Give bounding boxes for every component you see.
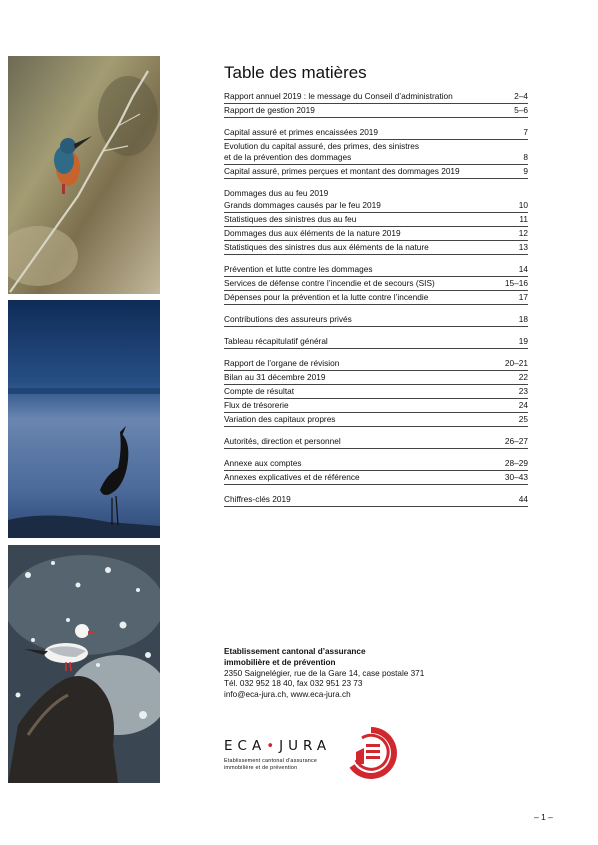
toc-entry-label (224, 264, 519, 275)
toc-entry[interactable] (224, 90, 528, 104)
toc-entry-label (224, 105, 514, 116)
toc-entry-label (224, 386, 519, 397)
table-of-contents (224, 90, 528, 515)
kingfisher-photo (8, 56, 160, 294)
toc-entry[interactable] (224, 493, 528, 507)
organization-name-line1: Etablissement cantonal d’assurance (224, 647, 366, 656)
toc-entry[interactable] (224, 277, 528, 291)
toc-entry[interactable] (224, 335, 528, 349)
toc-entry-label (224, 242, 519, 253)
seagull-on-rock-photo (8, 545, 160, 783)
toc-entry-label (224, 472, 505, 483)
toc-entry-label (224, 400, 519, 411)
toc-entry-label (224, 358, 505, 369)
toc-entry-label-line: Grands dommages causés par le feu 2019 (224, 199, 381, 210)
toc-entry-pages: 9 (523, 165, 528, 176)
toc-entry[interactable] (224, 213, 528, 227)
toc-group (224, 313, 528, 327)
toc-entry-pages: 10 (518, 199, 528, 210)
toc-entry-label-line: Rapport de gestion 2019 (224, 105, 315, 115)
toc-entry[interactable] (224, 357, 528, 371)
organization-contact-links: info@eca-jura.ch, www.eca-jura.ch (224, 690, 351, 700)
toc-entry-label-line: Annexes explicatives et de référence (224, 471, 360, 482)
toc-group (224, 263, 528, 305)
toc-entry[interactable] (224, 140, 528, 165)
toc-entry[interactable] (224, 471, 528, 485)
toc-group (224, 187, 528, 255)
toc-entry-label-line: Bilan au 31 décembre 2019 (224, 371, 326, 382)
toc-group (224, 457, 528, 485)
logo-mark-icon (344, 726, 398, 780)
toc-entry-pages: 44 (518, 493, 528, 504)
toc-entry-label-line: Chiffres-clés 2019 (224, 493, 291, 504)
toc-entry-label (224, 127, 523, 138)
eca-jura-logo (224, 726, 404, 782)
organization-address: 2350 Saignelégier, rue de la Gare 14, case postale 371 (224, 668, 425, 678)
toc-group (224, 90, 528, 118)
toc-entry-pages: 17 (518, 291, 528, 302)
toc-entry-label-line: Compte de résultat (224, 385, 295, 396)
organization-name-line2: immobilière et de prévention (224, 657, 336, 667)
toc-entry-label-line: Flux de trésorerie (224, 399, 289, 410)
toc-group (224, 357, 528, 427)
toc-group (224, 493, 528, 507)
toc-entry-label (224, 141, 523, 162)
toc-entry-pages: 15–16 (504, 277, 528, 288)
toc-entry-label (224, 214, 519, 225)
toc-entry-pages: 2–4 (514, 91, 528, 101)
toc-entry[interactable] (224, 199, 528, 213)
toc-entry[interactable] (224, 165, 528, 179)
page-number: – 1 – (534, 812, 553, 822)
toc-entry-label-line: Evolution du capital assuré, des primes, des sinistres (224, 141, 420, 151)
toc-entry-pages: 25 (518, 413, 528, 424)
logo-subtitle-line2: immobilière et de prévention (224, 765, 298, 771)
toc-entry-label-line: Variation des capitaux propres (224, 413, 336, 424)
toc-entry-label-line: Rapport de l’organe de révision (224, 357, 340, 368)
toc-entry-pages: 13 (518, 241, 528, 252)
toc-entry-label (224, 494, 519, 505)
toc-entry-label (224, 166, 523, 177)
toc-entry[interactable] (224, 227, 528, 241)
toc-title: Table des matières (224, 63, 367, 83)
logo-subtitle (224, 758, 317, 772)
toc-entry-pages: 7 (523, 127, 528, 137)
toc-entry-label (224, 91, 514, 102)
toc-entry-pages: 8 (523, 151, 528, 162)
toc-entry[interactable] (224, 126, 528, 140)
toc-entry-label-line: Capital assuré, primes perçues et montant des dommages 2019 (224, 165, 460, 176)
toc-entry-pages: 11 (519, 213, 528, 224)
toc-entry[interactable] (224, 385, 528, 399)
toc-entry[interactable] (224, 413, 528, 427)
toc-entry-pages: 30–43 (504, 471, 528, 482)
toc-entry[interactable] (224, 435, 528, 449)
toc-entry-label-line: Prévention et lutte contre les dommages (224, 263, 373, 274)
toc-entry-label-line: Annexe aux comptes (224, 457, 302, 468)
logo-wordmark (224, 738, 331, 754)
toc-entry-label (224, 200, 519, 211)
heron-silhouette-photo (8, 300, 160, 538)
toc-group (224, 126, 528, 179)
toc-entry-pages: 19 (518, 335, 528, 346)
toc-entry-label-line: et de la prévention des dommages (224, 151, 352, 162)
toc-entry[interactable] (224, 104, 528, 118)
toc-entry-label-line: Services de défense contre l’incendie et de secours (SIS) (224, 277, 435, 288)
toc-entry[interactable] (224, 241, 528, 255)
toc-entry-label (224, 292, 519, 303)
toc-entry-label-line: Dommages dus aux éléments de la nature 2019 (224, 227, 401, 238)
toc-entry-label (224, 414, 519, 425)
toc-entry-label (224, 228, 519, 239)
toc-entry-label-line: Rapport annuel 2019 : le message du Conseil d’administration (224, 91, 453, 101)
toc-entry-pages: 12 (518, 227, 528, 238)
toc-entry-label-line: Contributions des assureurs privés (224, 313, 352, 324)
toc-group (224, 335, 528, 349)
toc-entry[interactable] (224, 371, 528, 385)
toc-entry-pages: 28–29 (504, 457, 528, 468)
logo-subtitle-line1: Etablissement cantonal d’assurance (224, 758, 318, 764)
toc-group-heading: Dommages dus au feu 2019 (224, 187, 329, 198)
toc-entry-label-line: Statistiques des sinistres dus au feu (224, 213, 357, 224)
toc-entry-pages: 18 (518, 313, 528, 324)
toc-entry-pages: 5–6 (514, 105, 528, 115)
toc-entry-label (224, 372, 519, 383)
toc-entry-label (224, 278, 505, 289)
toc-entry-label (224, 436, 505, 447)
organization-contact (224, 647, 524, 701)
toc-entry[interactable] (224, 399, 528, 413)
toc-entry[interactable] (224, 457, 528, 471)
logo-dot: • (266, 738, 280, 754)
toc-entry-label-line: Dépenses pour la prévention et la lutte contre l’incendie (224, 291, 429, 302)
toc-entry[interactable] (224, 313, 528, 327)
toc-entry-label-line: Tableau récapitulatif général (224, 335, 328, 346)
toc-entry-pages: 26–27 (504, 435, 528, 446)
toc-entry[interactable] (224, 291, 528, 305)
toc-entry-pages: 14 (518, 263, 528, 274)
toc-entry-label (224, 314, 519, 325)
organization-phone: Tél. 032 952 18 40, fax 032 951 23 73 (224, 679, 363, 689)
toc-entry-pages: 20–21 (504, 357, 528, 368)
toc-group (224, 435, 528, 449)
toc-entry-pages: 23 (518, 385, 528, 396)
logo-word-left: ECA (224, 738, 267, 754)
toc-entry-label-line: Capital assuré et primes encaissées 2019 (224, 127, 379, 137)
toc-entry-label-line: Statistiques des sinistres dus aux éléments de la nature (224, 241, 429, 252)
toc-entry-pages: 24 (518, 399, 528, 410)
logo-word-right: JURA (279, 738, 332, 754)
toc-entry-pages: 22 (518, 371, 528, 382)
toc-entry-label (224, 336, 519, 347)
toc-entry[interactable] (224, 263, 528, 277)
toc-entry-label (224, 458, 505, 469)
toc-entry-label-line: Autorités, direction et personnel (224, 435, 341, 446)
